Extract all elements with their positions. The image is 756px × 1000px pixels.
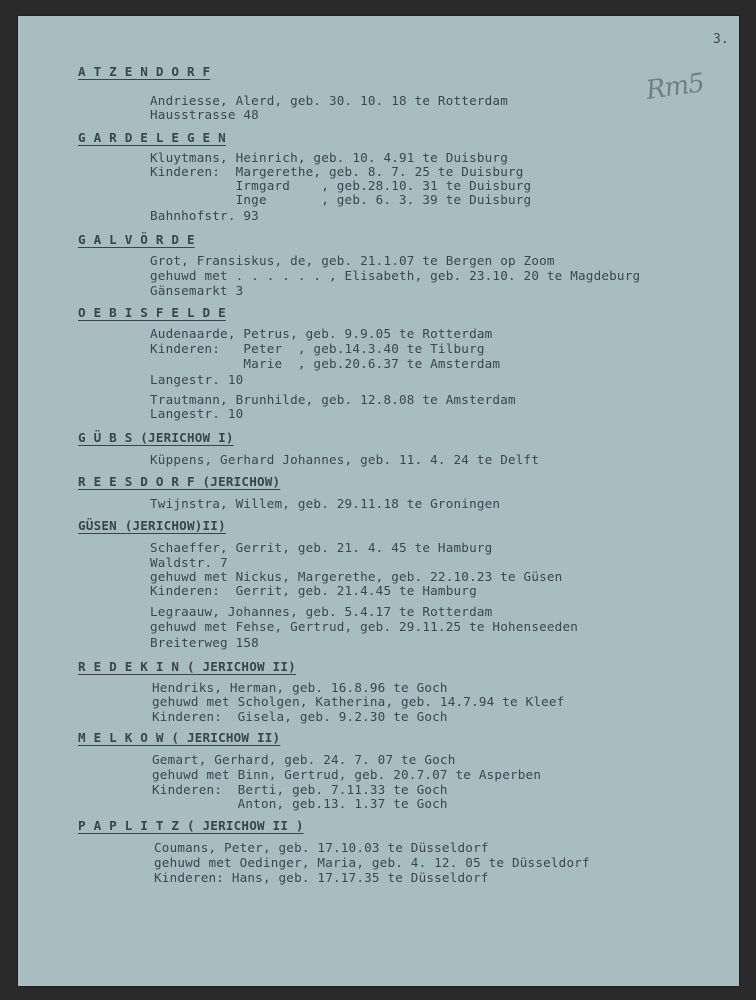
handwritten-annotation: Rm5 xyxy=(644,68,706,106)
entry-line: Hendriks, Herman, geb. 16.8.96 te Goch xyxy=(152,680,448,695)
entry-line: gehuwd met Binn, Gertrud, geb. 20.7.07 te Asperben xyxy=(152,767,542,782)
entry-line: gehuwd met Scholgen, Katherina, geb. 14.7.94 te Kleef xyxy=(152,694,565,709)
entry-line: Legraauw, Johannes, geb. 5.4.17 te Rotterdam xyxy=(150,604,493,619)
section-heading: G Ü B S (JERICHOW I) xyxy=(78,430,234,445)
section-heading: O E B I S F E L D E xyxy=(78,305,226,320)
entry-line: Bahnhofstr. 93 xyxy=(150,208,259,223)
entry-line: Kinderen: Gerrit, geb. 21.4.45 te Hamburg xyxy=(150,583,477,598)
entry-line: Andriesse, Alerd, geb. 30. 10. 18 te Rotterdam xyxy=(150,93,508,108)
entry-line: Breiterweg 158 xyxy=(150,635,259,650)
section-heading: R E D E K I N ( JERICHOW II) xyxy=(78,659,296,674)
entry-line: gehuwd met Nickus, Margerethe, geb. 22.10.23 te Güsen xyxy=(150,569,563,584)
section-heading: P A P L I T Z ( JERICHOW II ) xyxy=(78,818,304,833)
entry-line: gehuwd met . . . . . . , Elisabeth, geb. 23.10. 20 te Magdeburg xyxy=(150,268,641,283)
entry-line: Marie , geb.20.6.37 te Amsterdam xyxy=(150,356,501,371)
entry-line: Irmgard , geb.28.10. 31 te Duisburg xyxy=(150,178,532,193)
entry-line: Kinderen: Margerethe, geb. 8. 7. 25 te Duisburg xyxy=(150,164,524,179)
entry-line: Inge , geb. 6. 3. 39 te Duisburg xyxy=(150,192,532,207)
entry-line: Gemart, Gerhard, geb. 24. 7. 07 te Goch xyxy=(152,752,456,767)
section-heading: M E L K O W ( JERICHOW II) xyxy=(78,730,281,745)
section-heading: GÜSEN (JERICHOW)II) xyxy=(78,518,226,533)
section-heading: G A L V Ö R D E xyxy=(78,232,195,247)
entry-line: Kinderen: Peter , geb.14.3.40 te Tilburg xyxy=(150,341,485,356)
entry-line: Gänsemarkt 3 xyxy=(150,283,244,298)
section-heading: A T Z E N D O R F xyxy=(78,64,211,79)
entry-line: Waldstr. 7 xyxy=(150,555,228,570)
entry-line: Twijnstra, Willem, geb. 29.11.18 te Groningen xyxy=(150,496,501,511)
entry-line: Kluytmans, Heinrich, geb. 10. 4.91 te Duisburg xyxy=(150,150,508,165)
entry-line: Trautmann, Brunhilde, geb. 12.8.08 te Amsterdam xyxy=(150,392,516,407)
entry-line: Kinderen: Hans, geb. 17.17.35 te Düsseldorf xyxy=(154,870,489,885)
section-heading: G A R D E L E G E N xyxy=(78,130,226,145)
entry-line: Schaeffer, Gerrit, geb. 21. 4. 45 te Hamburg xyxy=(150,540,493,555)
entry-line: Langestr. 10 xyxy=(150,406,244,421)
section-heading: R E E S D O R F (JERICHOW) xyxy=(78,474,281,489)
entry-line: Coumans, Peter, geb. 17.10.03 te Düsseldorf xyxy=(154,840,489,855)
entry-line: gehuwd met Fehse, Gertrud, geb. 29.11.25 te Hohenseeden xyxy=(150,619,579,634)
entry-line: Küppens, Gerhard Johannes, geb. 11. 4. 24 te Delft xyxy=(150,452,540,467)
entry-line: Kinderen: Berti, geb. 7.11.33 te Goch xyxy=(152,782,448,797)
entry-line: Grot, Fransiskus, de, geb. 21.1.07 te Bergen op Zoom xyxy=(150,253,555,268)
entry-line: Langestr. 10 xyxy=(150,372,244,387)
page-number: 3. xyxy=(713,32,729,47)
entry-line: Anton, geb.13. 1.37 te Goch xyxy=(152,796,448,811)
entry-line: gehuwd met Oedinger, Maria, geb. 4. 12. 05 te Düsseldorf xyxy=(154,855,590,870)
entry-line: Audenaarde, Petrus, geb. 9.9.05 te Rotterdam xyxy=(150,326,493,341)
entry-line: Hausstrasse 48 xyxy=(150,107,259,122)
entry-line: Kinderen: Gisela, geb. 9.2.30 te Goch xyxy=(152,709,448,724)
